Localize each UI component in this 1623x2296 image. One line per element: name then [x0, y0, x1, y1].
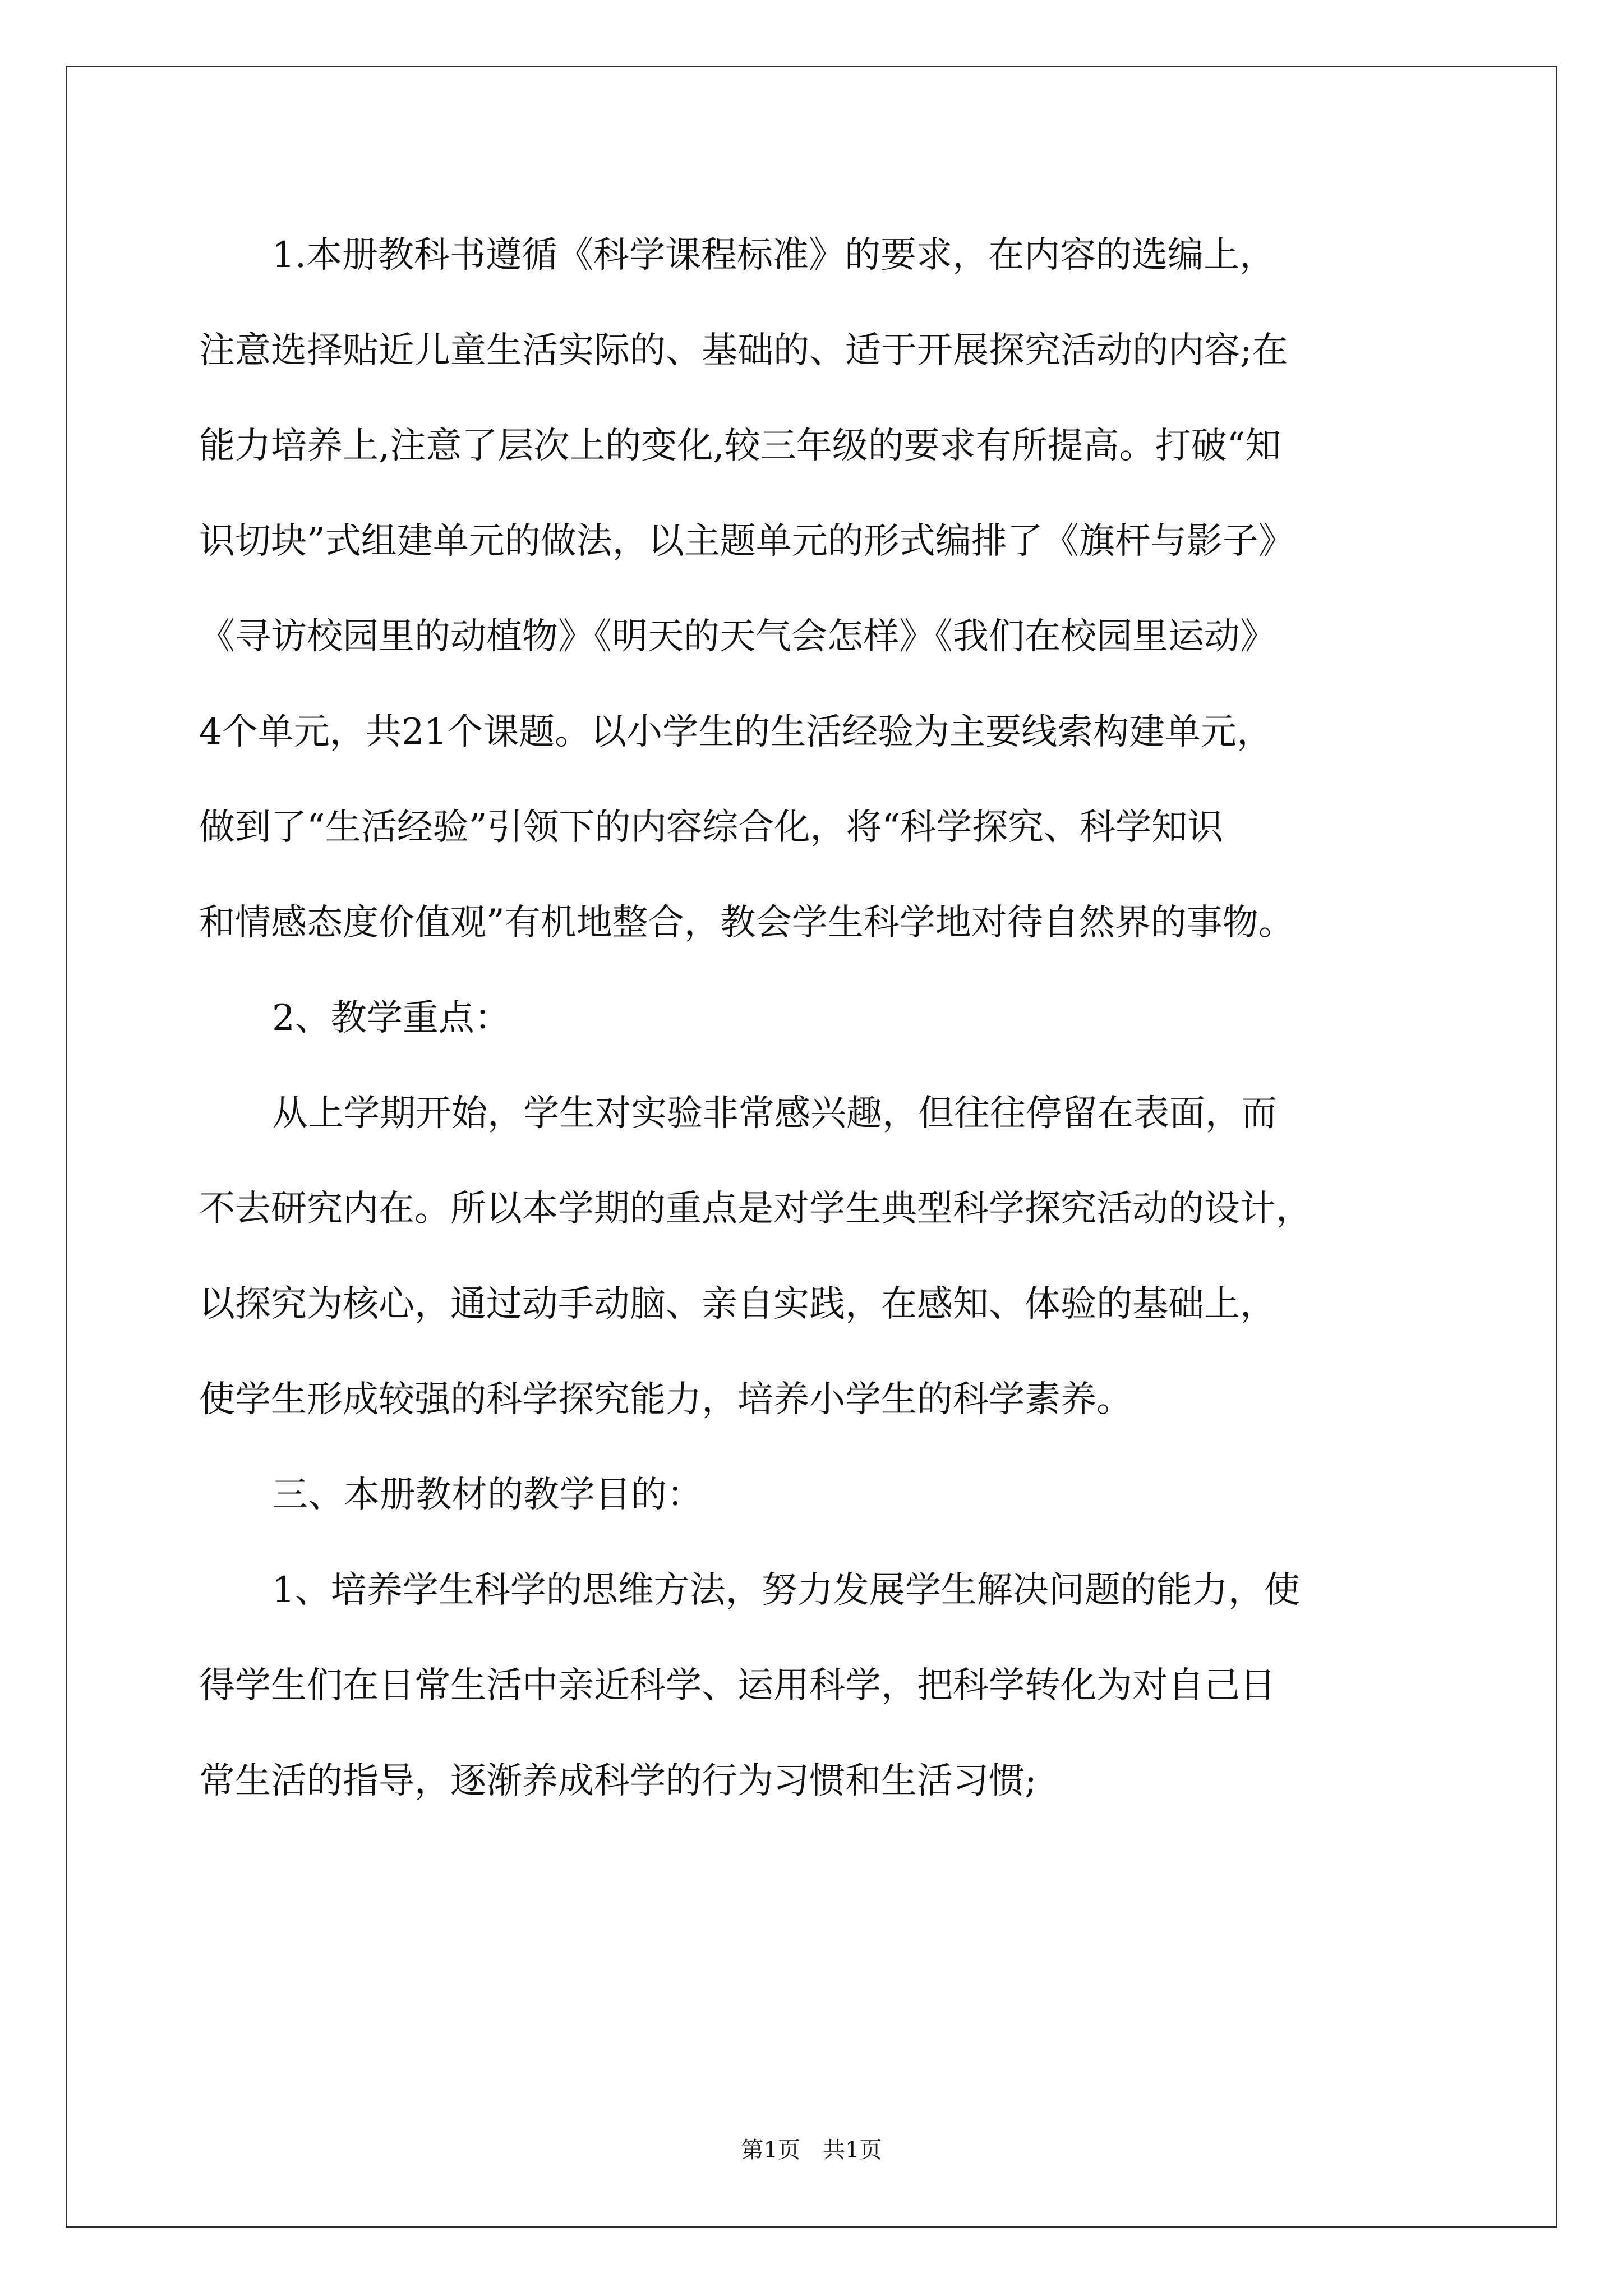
text-line-16: 得学生们在日常生活中亲近科学、运用科学，把科学转化为对自己日 — [199, 1665, 1276, 1706]
text-line-6: 4个单元，共21个课题。以小学生的生活经验为主要线索构建单元， — [199, 711, 1273, 753]
text-line-15: 1、培养学生科学的思维方法，努力发展学生解决问题的能力，使 — [272, 1570, 1300, 1611]
text-line-7: 做到了“生活经验”引领下的内容综合化，将“科学探究、科学知识 — [199, 807, 1224, 848]
text-line-2: 注意选择贴近儿童生活实际的、基础的、适于开展探究活动的内容;在 — [199, 330, 1288, 371]
text-line-3: 能力培养上,注意了层次上的变化,较三年级的要求有所提高。打破“知 — [199, 425, 1281, 467]
text-line-17: 常生活的指导，逐渐养成科学的行为习惯和生活习惯; — [199, 1760, 1037, 1802]
page-number-footer: 第1页 共1页 — [741, 2137, 882, 2163]
text-line-12: 以探究为核心，通过动手动脑、亲自实践，在感知、体验的基础上， — [199, 1283, 1276, 1325]
text-line-5: 《寻访校园里的动植物》《明天的天气会怎样》《我们在校园里运动》 — [199, 616, 1276, 657]
text-line-8: 和情感态度价值观”有机地整合，教会学生科学地对待自然界的事物。 — [199, 902, 1294, 944]
text-line-14: 三、本册教材的教学目的： — [272, 1474, 703, 1516]
document-body — [199, 208, 1433, 1829]
text-line-9: 2、教学重点： — [272, 997, 510, 1039]
text-line-13: 使学生形成较强的科学探究能力，培养小学生的科学素养。 — [199, 1379, 1132, 1420]
text-line-4: 识切块”式组建单元的做法，以主题单元的形式编排了《旗杆与影子》 — [199, 521, 1294, 562]
text-line-10: 从上学期开始，学生对实验非常感兴趣，但往往停留在表面，而 — [272, 1093, 1277, 1134]
text-line-11: 不去研究内在。所以本学期的重点是对学生典型科学探究活动的设计， — [199, 1188, 1312, 1230]
text-line-1: 1.本册教科书遵循《科学课程标准》的要求，在内容的选编上， — [272, 234, 1276, 276]
